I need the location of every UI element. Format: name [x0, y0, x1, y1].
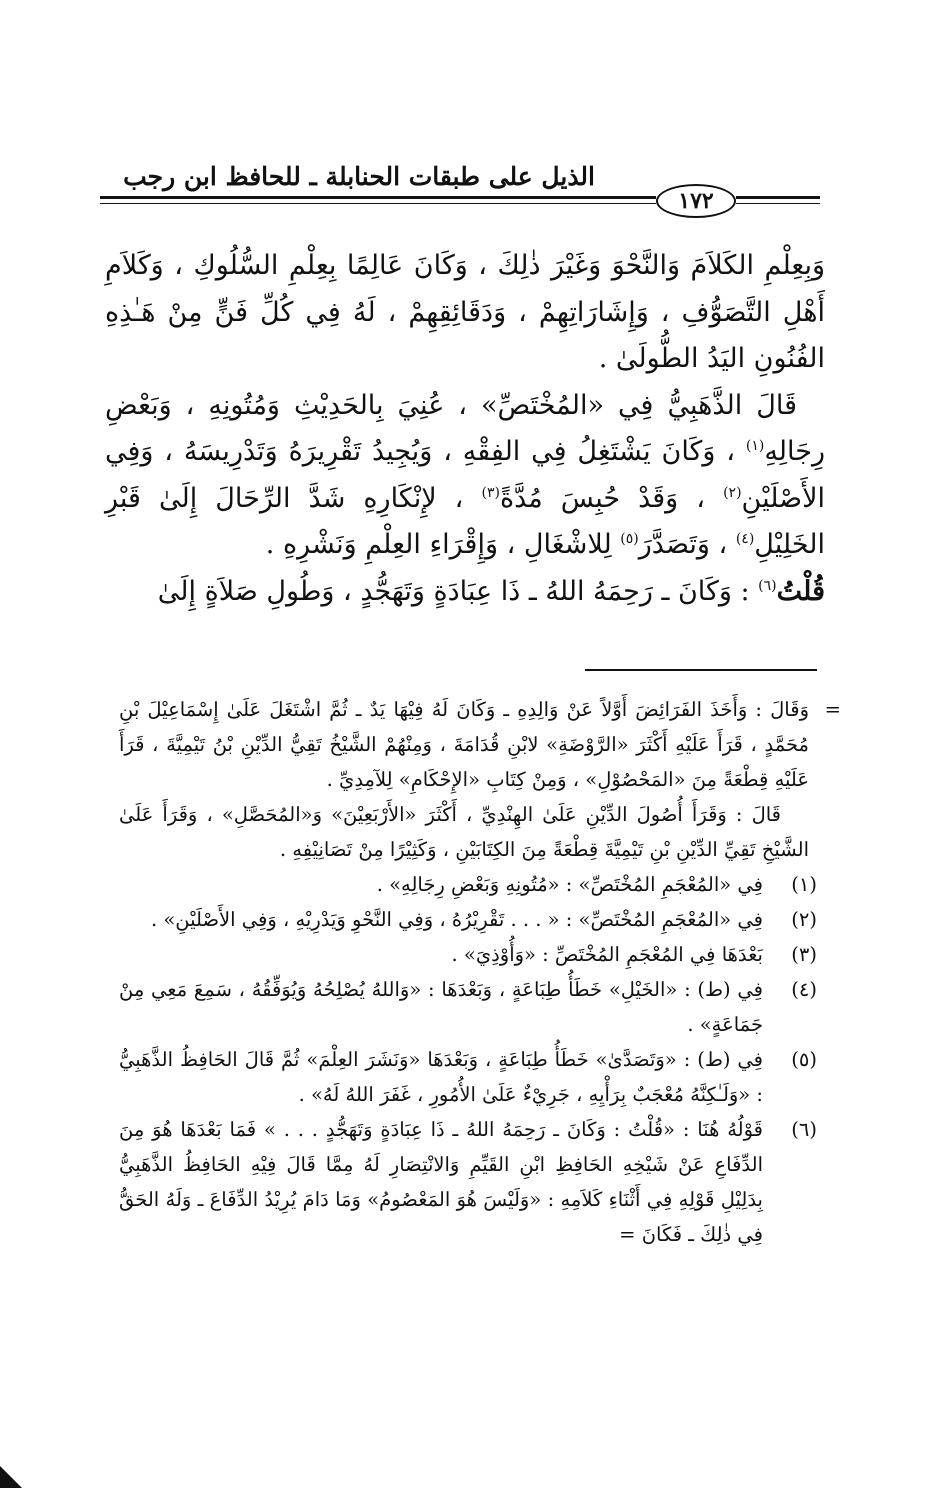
footnote-number-4: (٤)	[791, 978, 817, 1001]
main-paragraph-2	[105, 383, 825, 569]
footnote-number-1: (١)	[791, 873, 817, 896]
p2-part-f: لِلاشْغَالِ ، وَإِقْرَاءِ العِلْمِ وَنَشْرِهِ .	[265, 529, 621, 560]
footnote-text-3: بَعْدَهَا فِي المُعْجَمِ المُخْتَصِّ : «وَأُوْذِيَ» .	[451, 943, 763, 966]
footnote-number-3: (٣)	[791, 943, 817, 966]
footnote-text-1: فِي «المُعْجَمِ المُخْتَصِّ» : «مُتُونِهِ وَبَعْضِ رِجَالِهِ» .	[376, 873, 763, 896]
main-paragraph-1: وَبِعِلْمِ الكَلاَمَ وَالنَّحْوَ وَغَيْرَ ذٰلِكَ ، وَكَانَ عَالِمًا بِعِلْمِ السُّلُوكِ ، وَكَلاَمِ أَهْلِ التَّصَوُّفِ ، وَإِشَارَاتِهِمْ ، وَدَقَائِقِهِمْ ، لَهُ فِي كُلِّ فَنٍّ مِنْ هَـٰذِهِ الفُنُونِ اليَدُ الطُّولَىٰ .	[105, 250, 825, 374]
header-title: الذيل على طبقات الحنابلة ـ للحافظ ابن رجب	[123, 162, 595, 191]
page-number	[656, 184, 736, 218]
continuation-marker: =	[824, 698, 841, 721]
footnote-ref-3[interactable]: (٣)	[481, 484, 500, 501]
p2-part-e: ، وَتَصَدَّرَ	[638, 529, 736, 560]
scan-corner-mark	[0, 1466, 22, 1488]
footnote-1	[119, 867, 817, 902]
footnote-number-6: (٦)	[791, 1118, 817, 1141]
running-header	[96, 150, 820, 230]
page-number-text: ١٧٢	[678, 188, 714, 214]
footnote-ref-2[interactable]: (٢)	[723, 484, 742, 501]
footnote-ref-6[interactable]: (٦)	[758, 577, 777, 594]
p2-part-a: قَالَ الذَّهَبِيُّ فِي «المُخْتَصِّ» ، عُنِيَ بِالحَدِيْثِ وَمُتُونِهِ ، وَبَعْضِ رِجَالِهِ	[105, 389, 825, 467]
footnote-text-5: فِي (ط) : «وَتَصَدَّىٰ» خَطَأُ طِبَاعَةٍ ، وَبَعْدَهَا «وَنَشَرَ العِلْمَ» ثُمَّ قَالَ الحَافِظُ الذَّهَبِيُّ : «وَلَـٰكِنَّهُ مُعْجَبٌ بِرَأْيِهِ ، جَرِيْءٌ عَلَىٰ الأُمُورِ ، غَفَرَ اللهُ لَهُ» .	[119, 1048, 763, 1106]
footnote-6	[119, 1112, 817, 1252]
p3-text: : وَكَانَ ـ رَحِمَهُ اللهُ ـ ذَا عِبَادَةٍ وَتَهَجُّدٍ ، وَطُولِ صَلاَةٍ إِلَىٰ	[157, 575, 759, 607]
footnote-number-5: (٥)	[791, 1048, 817, 1071]
footnote-text-2: فِي «المُعْجَمِ المُخْتَصِّ» : « . . . تَقْرِيْرُهُ ، وَفِي النَّحْوِ وَيَدْرِيْهِ ، وَفِي الأَصْلَيْنِ» .	[150, 908, 763, 931]
header-rule-left-thin	[100, 203, 656, 204]
p2-part-c: ، وَقَدْ حُبِسَ مُدَّةً	[499, 482, 724, 514]
footnote-text-6: قَوْلُهُ هُنَا : «قُلْتُ : وَكَانَ ـ رَحِمَهُ اللهُ ـ ذَا عِبَادَةٍ وَتَهَجُّدٍ . . . » فَمَا بَعْدَهَا هُوَ مِنَ الدِّفَاعِ عَنْ شَيْخِهِ الحَافِظِ ابْنِ القَيِّمِ وَالانْتِصَارِ لَهُ مِمَّا قَالَ فِيْهِ الحَافِظُ الذَّهَبِيُّ بِدَلِيْلِ قَوْلِهِ فِي أَثْنَاءِ كَلاَمِهِ : «وَلَيْسَ هُوَ المَعْصُومُ» وَمَا دَامَ يُرِيْدُ الدِّفَاعَ ـ وَلَهُ الحَقُّ فِي ذٰلِكَ ـ فَكَانَ =	[119, 1118, 763, 1246]
footnote-ref-5[interactable]: (٥)	[620, 531, 639, 547]
footnote-number-2: (٢)	[791, 908, 817, 931]
footnote-2	[119, 902, 817, 937]
footnote-3	[119, 937, 817, 972]
footnotes	[119, 692, 817, 1252]
header-rule-right-thick	[736, 196, 820, 199]
footnote-separator	[585, 669, 817, 671]
header-rule-left-thick	[100, 196, 656, 199]
main-text	[105, 243, 825, 615]
p2-part-d: ، لإِنْكَارِهِ شَدَّ الرِّحَالَ إِلَىٰ قَبْرِ الخَلِيْلِ	[105, 482, 825, 560]
footnote-continuation-1: وَقَالَ : وَأَخَذَ الفَرَائِضَ أَوَّلاً عَنْ وَالِدِهِ ـ وَكَانَ لَهُ فِيْهَا يَدٌ ـ ثُمَّ اشْتَغَلَ عَلَىٰ إِسْمَاعِيْلَ بْنِ مُحَمَّدٍ ، قَرَأَ عَلَيْهِ أَكْثَرَ «الرَّوْضَةِ» لابْنِ قُدَامَةَ ، وَمِنْهُمْ الشَّيْخُ تَقِيُّ الدِّيْنِ بْنُ تَيْمِيَّةَ ، قَرَأَ عَلَيْهِ قِطْعَةً مِنَ «المَحْصُوْلِ» ، وَمِنْ كِتَابِ «الإِحْكَامِ» لِلآمِدِيِّ .	[119, 698, 809, 791]
footnote-text-4: فِي (ط) : «الخَيْلِ» خَطَأُ طِبَاعَةٍ ، وَبَعْدَهَا : «وَاللهُ يُصْلِحُهُ وَيُوَفِّقُهُ ، سَمِعَ مَعِي مِنْ جَمَاعَةٍ» .	[119, 978, 763, 1036]
header-rule-right-thin	[736, 203, 820, 204]
footnote-5	[119, 1042, 817, 1112]
footnote-ref-4[interactable]: (٤)	[735, 531, 755, 547]
footnote-4	[119, 972, 817, 1042]
p2-part-b: ، وَكَانَ يَشْتَغِلُ فِي الفِقْهِ ، وَيُجِيدُ تَقْرِيرَهُ وَتَدْرِيسَهُ ، وَفِي الأَصْلَيْنِ	[105, 436, 825, 514]
note-label: قُلْتُ	[776, 575, 825, 607]
main-paragraph-3	[105, 569, 825, 616]
footnote-continuation-2: قَالَ : وَقَرَأَ أُصُولَ الدِّيْنِ عَلَىٰ الهِنْدِيِّ ، أَكْثَرَ «الأَرْبَعِيْنَ» وَ«المُحَصَّلِ» ، وَقَرَأَ عَلَىٰ الشَّيْخِ تَقِيِّ الدِّيْنِ بْنِ تَيْمِيَّةَ قِطْعَةً مِنَ الكِتَابَيْنِ ، وَكَثِيْرًا مِنْ تَصَانِيْفِهِ .	[119, 803, 809, 861]
footnote-ref-1[interactable]: (١)	[745, 438, 765, 454]
